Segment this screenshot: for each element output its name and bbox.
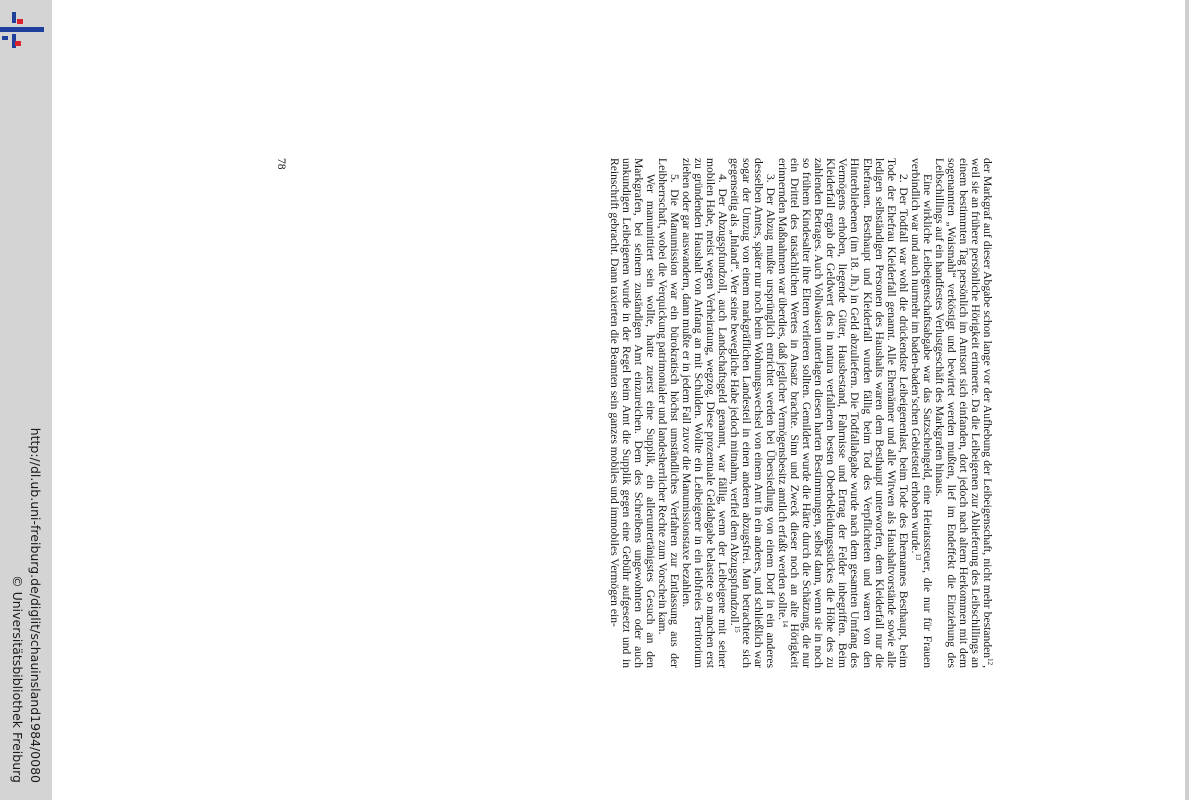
footnote-ref: 12 xyxy=(986,658,994,666)
copyright-notice: © Universitätsbibliothek Freiburg xyxy=(10,575,25,783)
paragraph-text: 5. Die Manumission war ein bürokratisch höchst umständliches Verfahren zur Entlassung aus der Leibherrschaft, wobei die Verquickung patrimonialer und landesherrlicher Rechte zum Vorschein kam. xyxy=(655,158,681,668)
footnote-ref: 14 xyxy=(781,620,790,628)
paragraph xyxy=(608,158,656,668)
paragraph-text-tail: , weil sie an frühere persönliche Hörigkeit erinnerte. Da die Leibeigenen zur Ablieferung des Leibschillings an einem bestimmten Tag persönlich im Amtsort sich einfanden, dort jedoch nach altem Herkommen mit dem sogenannten „Waismahl“ verköstigt und bewirtet werden mußten, lief im Endeffekt die Einziehung des Leibschillings auf ein handfestes Verlustgeschäft des Markgrafen hinaus. xyxy=(932,158,994,668)
paragraph-text: Wer manumittiert sein wollte, hatte zuerst eine Supplik, ein alleruntertänigstes Gesuch an den Markgrafen, bei seinem zuständigen Amt einzureichen. Dem des Schreibens ungewohnten oder auch unkundigen Leibeigenen wurde in der Regel beim Amt die Supplik gegen eine Gebühr aufgesetzt und in Reinschrift gebracht. Dann taxierten die Beamten sein ganzes mobiles und immobiles Vermögen ein- xyxy=(607,158,657,668)
paragraph xyxy=(656,158,680,668)
paragraph-text: Eine wirkliche Leibeigenschaftsabgabe war das Satzscheingeld, eine Heiratssteuer, die nur für Frauen verbindlich war und auch nurmehr im baden-baden’schen Gebietsteil erhoben wurde. xyxy=(908,158,934,668)
paragraph-text: 4. Der Abzugspfundzoll, auch Landschaftsgeld genannt, war fällig, wenn der Leibeigene mit seiner mobilen Habe, meist wegen Verheiratung, wegzog. Diese prozentuale Geldabgabe belastete so manchen erst zu gründenden Haushalt von Anfang an mit Schulden. Wollte ein Leibeigener in ein leibfreies Territorium ziehen oder gar auswandern, dann mußte er in jedem Fall zuvor die Manumissionstaxe bezahlen. xyxy=(679,158,729,668)
paragraph xyxy=(933,158,993,668)
paragraph-text: 2. Der Todfall war wohl die drückendste Leibeigenenlast, beim Tode des Ehemannes Besthaupt, beim Tode der Ehefrau Kleiderfall genannt. Alle Ehemänner und alle Witwen als Haushaltvorstände sowie alle ledigen selbständigen Personen des Haushalts waren dem Besthaupt unterworfen, dem Kleiderfall nur die Ehefrauen. Besthaupt und Kleiderfall wurden fällig beim Tod des Verpflichteten und waren von den Hinterbliebenen (im 18. Jh.) in Geld abzuliefern. Die Todfallabgabe wurde nach dem gesamten Umfang des Vermögens erhoben, liegende Güter, Hausbestand, Fahrnisse und Ertrag der Felder inbegriffen. Beim Kleiderfall ergab der Geldwert des in natura verfallenen besten Oberbekleidungsstückes die Höhe des zu zahlenden Betrages. Auch Vollwaisen unterlagen diesen harten Bestimmungen, selbst dann, wenn sie in noch so frühem Kindesalter ihre Eltern verlieren sollten. Gemildert wurde die Härte durch die Schätzung, die nur ein Drittel des tatsächlichen Wertes in Ansatz brachte. Sinn und Zweck dieser noch an alte Hörigkeit erinnernden Maßnahmen war überdies, daß jeglicher Vermögensbesitz amtlich erfaßt werden sollte. xyxy=(776,158,910,668)
page-body-text xyxy=(608,158,994,668)
page-number: 78 xyxy=(275,158,288,170)
paragraph xyxy=(680,158,728,668)
paragraph xyxy=(909,158,933,668)
sidebar-caption xyxy=(0,0,52,800)
sidebar-panel xyxy=(0,0,52,800)
scrollbar-edge xyxy=(1185,0,1189,800)
scanned-page xyxy=(258,158,993,668)
source-url-link[interactable]: http://dl.ub.uni-freiburg.de/diglit/schauinsland1984/0080 xyxy=(28,427,43,783)
paragraph-text: der Markgraf auf dieser Abgabe schon lange vor der Aufhebung der Leibeigenschaft, nicht mehr bestanden xyxy=(981,158,994,659)
footnote-ref: 15 xyxy=(733,625,742,633)
paragraph-text: 3. Der Abzug mußte ursprünglich entrichtet werden bei Übersiedlung von einem Dorf in ein anderes desselben Amtes, später nur noch beim Wohnungswechsel von einem Amt in ein anderes, und schließlich war sogar der Umzug von einem markgräflichen Landesteil in einen anderen abzugsfrei. Man betrachtete sich gegenseitig als „Inland“. Wer seine bewegliche Habe jedoch mitnahm, verfiel dem Abzugspfundzoll. xyxy=(728,158,778,668)
paragraph xyxy=(728,158,776,668)
footnote-ref: 13 xyxy=(913,553,922,561)
paragraph xyxy=(776,158,909,668)
